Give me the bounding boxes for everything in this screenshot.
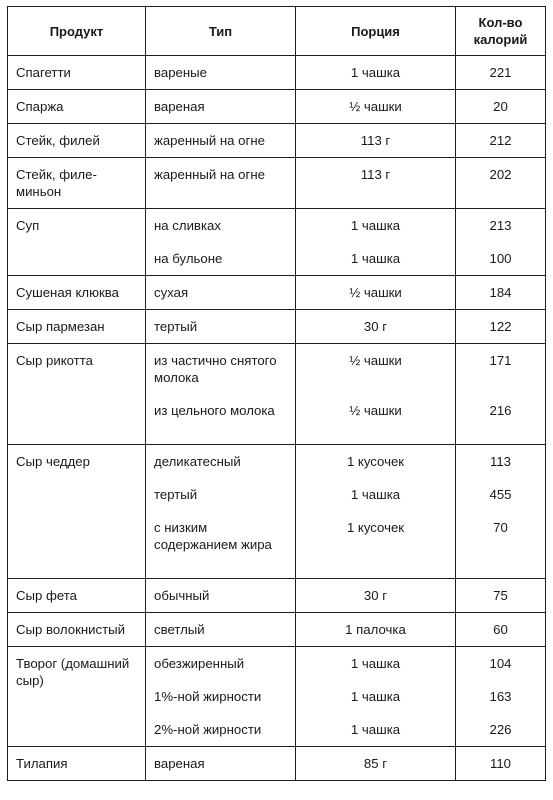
product-cell: Сыр чеддер bbox=[8, 445, 146, 579]
product-cell: Тилапия bbox=[8, 747, 146, 781]
type-cell: жаренный на огне bbox=[146, 158, 296, 209]
portion-cell: 85 г bbox=[296, 747, 456, 781]
table-row bbox=[8, 90, 546, 124]
table-row bbox=[8, 276, 546, 310]
table-row bbox=[8, 445, 546, 479]
calories-cell: 212 bbox=[456, 124, 546, 158]
calorie-table bbox=[7, 6, 546, 781]
calories-cell: 216 bbox=[456, 394, 546, 445]
type-cell: из частично снятого молока bbox=[146, 344, 296, 395]
table-row bbox=[8, 209, 546, 243]
header-calories-line2: калорий bbox=[473, 32, 528, 47]
portion-cell: 1 кусочек bbox=[296, 445, 456, 479]
calories-cell: 184 bbox=[456, 276, 546, 310]
table-row bbox=[8, 344, 546, 395]
portion-cell: ½ чашки bbox=[296, 90, 456, 124]
portion-cell: 30 г bbox=[296, 579, 456, 613]
type-cell: на бульоне bbox=[146, 242, 296, 276]
type-cell: жаренный на огне bbox=[146, 124, 296, 158]
portion-cell: 1 чашка bbox=[296, 478, 456, 511]
calories-cell: 100 bbox=[456, 242, 546, 276]
portion-cell: 1 чашка bbox=[296, 680, 456, 713]
calories-cell: 171 bbox=[456, 344, 546, 395]
calories-cell: 221 bbox=[456, 56, 546, 90]
calories-cell: 104 bbox=[456, 647, 546, 681]
portion-cell: ½ чашки bbox=[296, 344, 456, 395]
type-cell: тертый bbox=[146, 478, 296, 511]
table-row bbox=[8, 124, 546, 158]
type-cell: светлый bbox=[146, 613, 296, 647]
portion-cell: 1 чашка bbox=[296, 647, 456, 681]
header-portion: Порция bbox=[296, 7, 456, 56]
product-cell: Сыр рикотта bbox=[8, 344, 146, 445]
table-row bbox=[8, 747, 546, 781]
calories-cell: 122 bbox=[456, 310, 546, 344]
product-cell: Творог (домашний сыр) bbox=[8, 647, 146, 747]
calories-cell: 163 bbox=[456, 680, 546, 713]
portion-cell: 1 чашка bbox=[296, 209, 456, 243]
table-row bbox=[8, 579, 546, 613]
type-cell: сухая bbox=[146, 276, 296, 310]
portion-cell: 1 палочка bbox=[296, 613, 456, 647]
calories-cell: 75 bbox=[456, 579, 546, 613]
type-cell: на сливках bbox=[146, 209, 296, 243]
table-row bbox=[8, 647, 546, 681]
calories-cell: 455 bbox=[456, 478, 546, 511]
calories-cell: 113 bbox=[456, 445, 546, 479]
calories-cell: 213 bbox=[456, 209, 546, 243]
type-cell: обезжиренный bbox=[146, 647, 296, 681]
product-cell: Сушеная клюква bbox=[8, 276, 146, 310]
product-cell: Сыр волокнистый bbox=[8, 613, 146, 647]
portion-cell: ½ чашки bbox=[296, 276, 456, 310]
product-cell: Сыр фета bbox=[8, 579, 146, 613]
type-cell: из цельного молока bbox=[146, 394, 296, 445]
table-row bbox=[8, 613, 546, 647]
portion-cell: 1 кусочек bbox=[296, 511, 456, 579]
portion-cell: 1 чашка bbox=[296, 56, 456, 90]
portion-cell: ½ чашки bbox=[296, 394, 456, 445]
portion-cell: 113 г bbox=[296, 124, 456, 158]
header-calories bbox=[456, 7, 546, 56]
calories-cell: 20 bbox=[456, 90, 546, 124]
header-calories-line1: Кол-во bbox=[478, 15, 523, 30]
portion-cell: 1 чашка bbox=[296, 242, 456, 276]
header-row bbox=[8, 7, 546, 56]
type-cell: вареная bbox=[146, 747, 296, 781]
calories-cell: 70 bbox=[456, 511, 546, 579]
product-cell: Спагетти bbox=[8, 56, 146, 90]
product-cell: Спаржа bbox=[8, 90, 146, 124]
type-cell: деликатесный bbox=[146, 445, 296, 479]
table-row bbox=[8, 56, 546, 90]
type-cell: 1%-ной жирности bbox=[146, 680, 296, 713]
type-cell: вареная bbox=[146, 90, 296, 124]
calories-cell: 202 bbox=[456, 158, 546, 209]
portion-cell: 1 чашка bbox=[296, 713, 456, 747]
table-row bbox=[8, 158, 546, 209]
calories-cell: 226 bbox=[456, 713, 546, 747]
table-row bbox=[8, 310, 546, 344]
header-type: Тип bbox=[146, 7, 296, 56]
calories-cell: 110 bbox=[456, 747, 546, 781]
product-cell: Сыр пармезан bbox=[8, 310, 146, 344]
type-cell: тертый bbox=[146, 310, 296, 344]
header-product: Продукт bbox=[8, 7, 146, 56]
type-cell: с низким содержанием жира bbox=[146, 511, 296, 579]
calories-cell: 60 bbox=[456, 613, 546, 647]
product-cell: Стейк, филе-миньон bbox=[8, 158, 146, 209]
portion-cell: 30 г bbox=[296, 310, 456, 344]
portion-cell: 113 г bbox=[296, 158, 456, 209]
type-cell: вареные bbox=[146, 56, 296, 90]
product-cell: Суп bbox=[8, 209, 146, 276]
product-cell: Стейк, филей bbox=[8, 124, 146, 158]
type-cell: 2%-ной жирности bbox=[146, 713, 296, 747]
type-cell: обычный bbox=[146, 579, 296, 613]
